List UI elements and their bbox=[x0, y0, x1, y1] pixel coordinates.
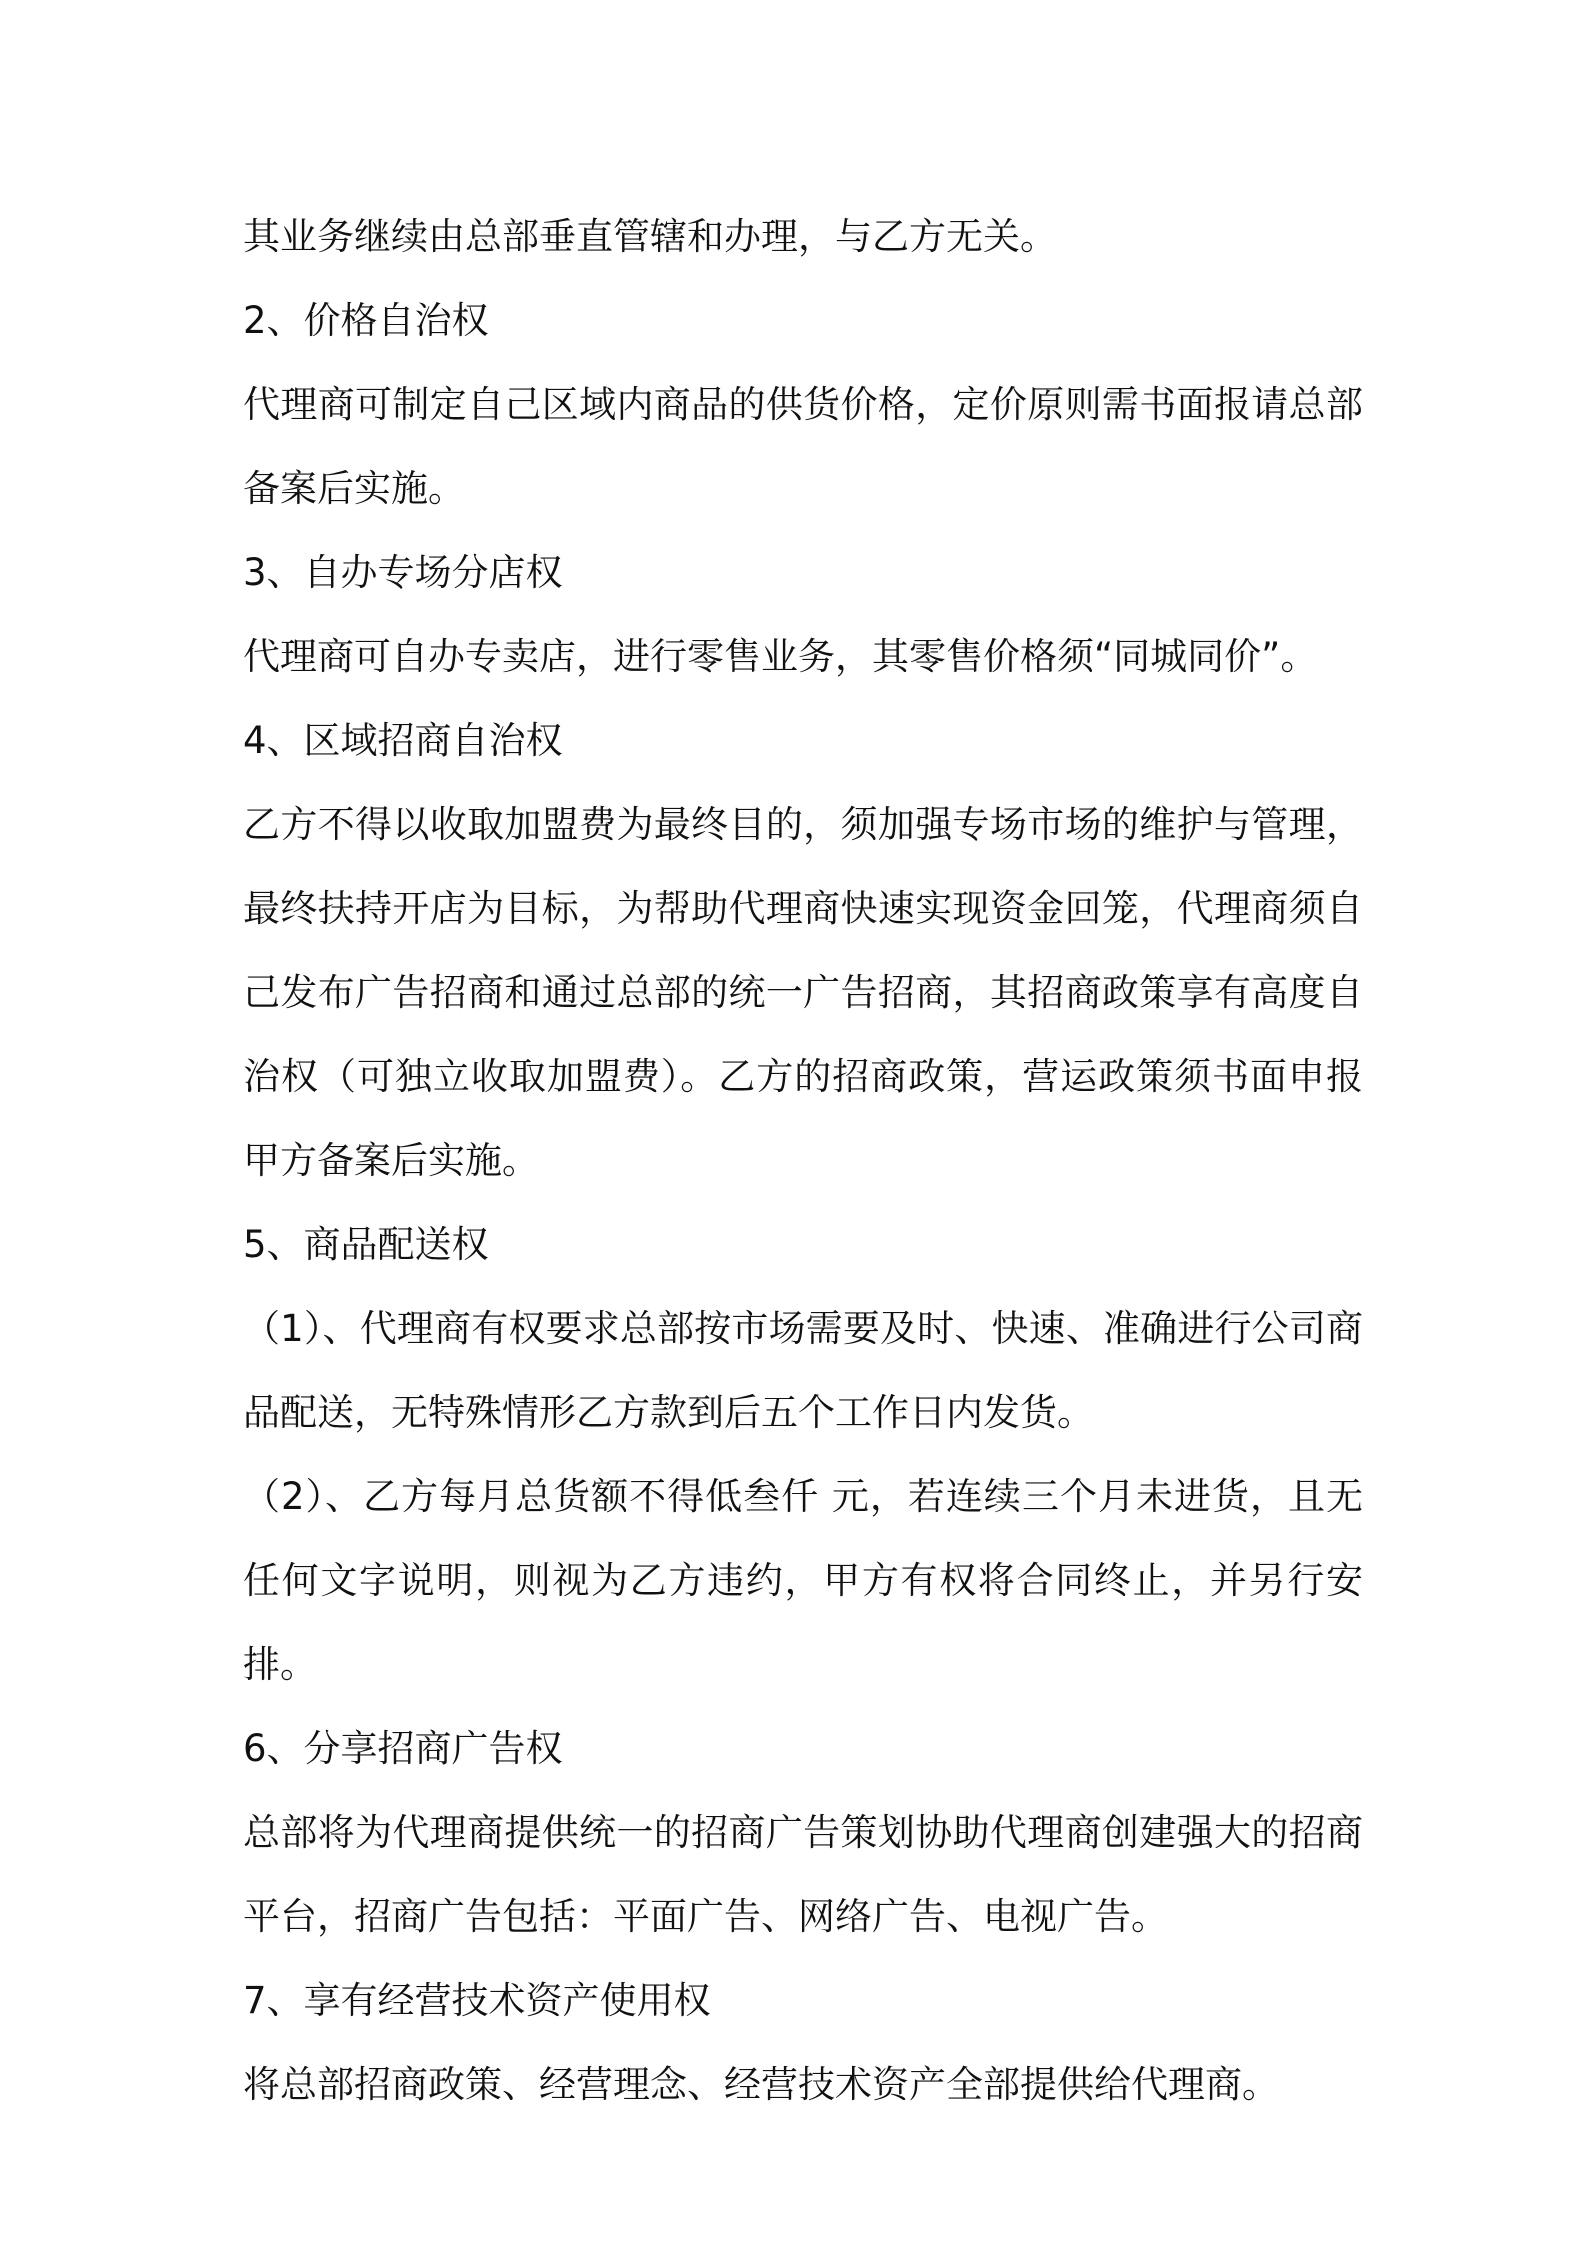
heading-advertising: 6、分享招商广告权 bbox=[243, 1727, 563, 1770]
paragraph-continuation: 其业务继续由总部垂直管辖和办理，与乙方无关。 bbox=[243, 215, 1057, 258]
heading-tech-assets: 7、享有经营技术资产使用权 bbox=[243, 1979, 711, 2022]
heading-price-autonomy: 2、价格自治权 bbox=[243, 299, 489, 342]
paragraph-advertising: 总部将为代理商提供统一的招商广告策划协助代理商创建强大的招商平台，招商广告包括：平面广告、网络广告、电视广告。 bbox=[243, 1811, 1363, 1938]
paragraph-distribution-1: （1）、代理商有权要求总部按市场需要及时、快速、准确进行公司商品配送，无特殊情形乙方款到后五个工作日内发货。 bbox=[243, 1307, 1363, 1434]
heading-distribution: 5、商品配送权 bbox=[243, 1223, 489, 1266]
document-body bbox=[243, 195, 1363, 2127]
paragraph-own-store: 代理商可自办专卖店，进行零售业务，其零售价格须“同城同价”。 bbox=[243, 635, 1318, 678]
heading-regional-investment: 4、区域招商自治权 bbox=[243, 719, 563, 762]
paragraph-price-autonomy: 代理商可制定自己区域内商品的供货价格，定价原则需书面报请总部备案后实施。 bbox=[243, 383, 1363, 510]
paragraph-distribution-2: （2）、乙方每月总货额不得低叁仟 元，若连续三个月未进货，且无任何文字说明，则视为乙方违约，甲方有权将合同终止，并另行安排。 bbox=[243, 1475, 1363, 1686]
paragraph-tech-assets: 将总部招商政策、经营理念、经营技术资产全部提供给代理商。 bbox=[243, 2063, 1279, 2106]
heading-own-store: 3、自办专场分店权 bbox=[243, 551, 563, 594]
paragraph-regional-investment: 乙方不得以收取加盟费为最终目的，须加强专场市场的维护与管理，最终扶持开店为目标，为帮助代理商快速实现资金回笼，代理商须自己发布广告招商和通过总部的统一广告招商，其招商政策享有高度自治权（可独立收取加盟费）。乙方的招商政策，营运政策须书面申报甲方备案后实施。 bbox=[243, 803, 1363, 1182]
